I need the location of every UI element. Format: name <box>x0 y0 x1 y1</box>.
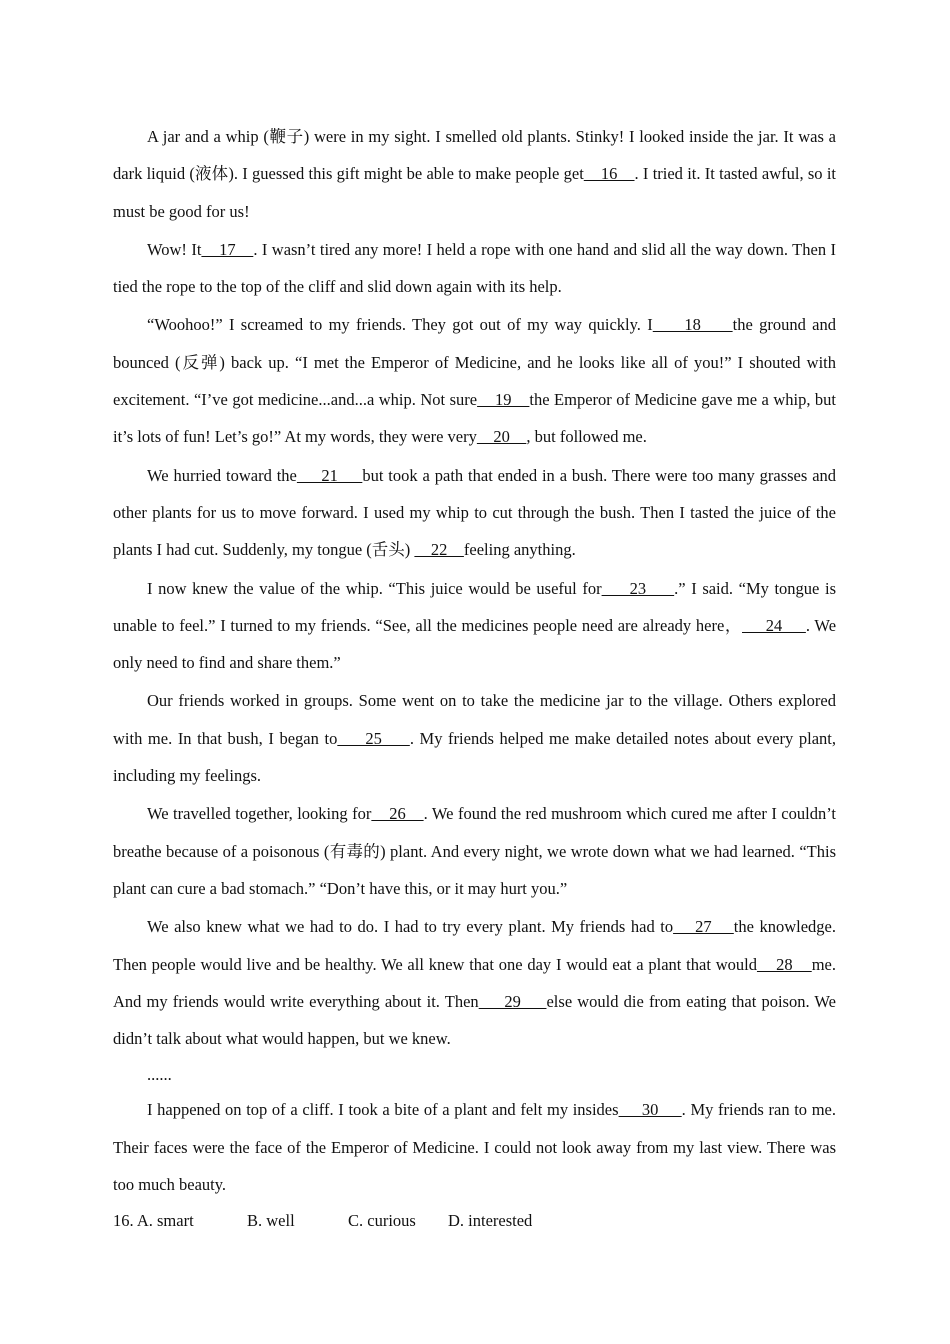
answer-blank: 24 <box>742 615 806 635</box>
paragraph-p2 <box>113 231 836 306</box>
paragraph-text: Our friends worked in groups. Some went on to take the medicine jar to the village. Others explored with me. In that bush, I began to <box>113 691 836 748</box>
paragraph-text: . My friends helped me make detailed notes about every plant, including my feelings. <box>113 728 836 786</box>
paragraph-text: me. And my friends would write everything about it. Then <box>113 954 837 1011</box>
ellipsis: ...... <box>147 1065 172 1085</box>
passage-content <box>113 118 836 1237</box>
question-16-option-c: C. curious <box>348 1211 416 1231</box>
paragraph-text: feeling anything. <box>463 540 576 560</box>
question-16 <box>113 1204 836 1237</box>
paragraph-text: the ground and bounced (反弹) back up. “I met the Emperor of Medicine, and he looks like all of you!” I shouted with excitement. “I’ve got medicine...and...a whip. Not sure <box>113 315 837 410</box>
answer-blank: 28 <box>756 954 812 974</box>
answer-blank: 20 <box>476 427 527 447</box>
answer-blank: 22 <box>414 540 464 560</box>
paragraph-p6 <box>113 682 836 794</box>
answer-blank: 29 <box>478 991 547 1011</box>
paragraph-text: else would die from eating that poison. We didn’t talk about what would happen, but we knew. <box>113 991 837 1049</box>
paragraph-text: Wow! It <box>147 239 202 259</box>
paragraph-p8 <box>113 908 836 1057</box>
question-16-option-a: 16. A. smart <box>113 1211 194 1231</box>
answer-blank: 19 <box>477 390 530 410</box>
passage-paragraphs <box>113 118 836 1057</box>
final-paragraph-container <box>113 1091 836 1203</box>
paragraph-text: I happened on top of a cliff. I took a bite of a plant and felt my insides <box>147 1100 619 1120</box>
answer-blank: 30 <box>618 1100 682 1120</box>
question-16-option-b: B. well <box>247 1211 295 1231</box>
paragraph-text: , but followed me. <box>526 427 647 447</box>
paragraph-p3 <box>113 306 836 455</box>
paragraph-text: the knowledge. Then people would live and be healthy. We all knew that one day I would eat a plant that would <box>113 917 837 974</box>
answer-blank: 18 <box>652 315 733 335</box>
paragraph-text: “Woohoo!” I screamed to my friends. They got out of my way quickly. I <box>147 315 653 335</box>
paragraph-text: . My friends ran to me. Their faces were the face of the Emperor of Medicine. I could not look away from my last view. There was too much beauty. <box>113 1100 836 1195</box>
paragraph-text: . We found the red mushroom which cured me after I couldn’t breathe because of a poisonous (有毒的) plant. And every night, we wrote down what we had learned. “This plant can cure a bad stomach.” “Don’t have this, or it may hurt you.” <box>113 804 836 898</box>
paragraph-text: but took a path that ended in a bush. There were too many grasses and other plants for us to move forward. I used my whip to cut through the bush. Then I tasted the juice of the plants I had cut. Suddenly, my tongue (舌头) <box>113 465 837 560</box>
answer-blank: 25 <box>337 728 410 748</box>
paragraph-text: We travelled together, looking for <box>147 804 372 824</box>
answer-blank: 21 <box>296 465 363 485</box>
paragraph-text: I now knew the value of the whip. “This juice would be useful for <box>147 578 602 598</box>
question-16-option-d: D. interested <box>448 1211 533 1231</box>
paragraph-text: . I wasn’t tired any more! I held a rope with one hand and slid all the way down. Then I tied the rope to the top of the cliff and slid down again with its help. <box>113 239 836 297</box>
paragraph-p9 <box>113 1091 836 1203</box>
paragraph-text: A jar and a whip (鞭子) were in my sight. I smelled old plants. Stinky! I looked inside the jar. It was a dark liquid (液体). I guessed this gift might be able to make people get <box>113 127 836 184</box>
paragraph-p4 <box>113 457 836 569</box>
paragraph-p7 <box>113 795 836 907</box>
paragraph-text: . We only need to find and share them.” <box>113 615 837 673</box>
paragraph-text: the Emperor of Medicine gave me a whip, but it’s lots of fun! Let’s go!” At my words, they were very <box>113 390 837 447</box>
paragraph-p5 <box>113 570 836 682</box>
paragraph-text: We hurried toward the <box>147 465 297 485</box>
paragraph-text: .” I said. “My tongue is unable to feel.” I turned to my friends. “See, all the medicines people need are already here， <box>113 578 836 635</box>
answer-blank: 27 <box>673 917 734 937</box>
paragraph-text: We also knew what we had to do. I had to try every plant. My friends had to <box>147 917 674 937</box>
answer-blank: 26 <box>371 804 424 824</box>
paragraph-text: . I tried it. It tasted awful, so it must be good for us! <box>113 164 836 221</box>
answer-blank: 16 <box>583 164 635 184</box>
answer-blank: 17 <box>201 239 254 259</box>
paragraph-p1 <box>113 118 836 230</box>
answer-blank: 23 <box>601 578 675 598</box>
